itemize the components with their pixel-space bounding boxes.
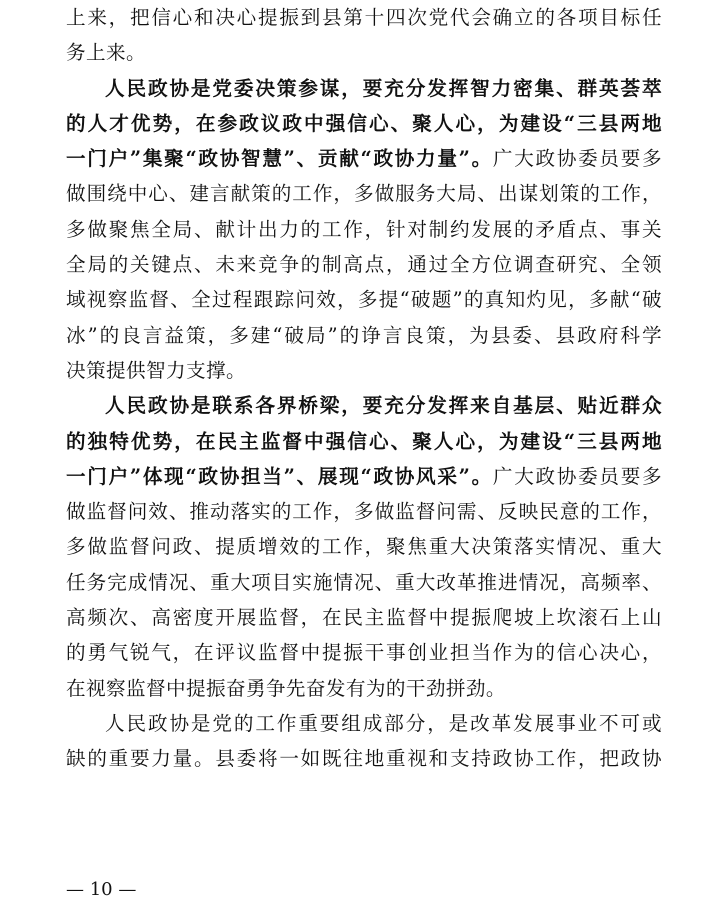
- bold-text-run: 的独特优势，在民主监督中强信心、聚人心，为建设“三县两地: [66, 429, 662, 453]
- text-line: [66, 494, 662, 529]
- text-run: 任务完成情况、重大项目实施情况、重大改革推进情况，高频率、: [66, 570, 662, 594]
- text-run: 多做聚焦全局、献计出力的工作，针对制约发展的矛盾点、事关: [66, 217, 662, 241]
- bold-text-run: 人民政协是党委决策参谋，要充分发挥智力密集、群英荟萃: [105, 76, 662, 100]
- text-run: 决策提供智力支撑。: [66, 358, 246, 382]
- text-run: 在视察监督中提振奋勇争先奋发有为的干劲拼劲。: [66, 676, 506, 700]
- bold-text-run: 人民政协是联系各界桥梁，要充分发挥来自基层、贴近群众: [105, 394, 662, 418]
- text-line: [66, 247, 662, 282]
- text-line: [66, 35, 662, 70]
- bold-text-run: 一门户”体现“政协担当”、展现“政协风采”。: [66, 464, 493, 488]
- text-line: [66, 741, 662, 776]
- text-run: 域视察监督、全过程跟踪问效，多提“破题”的真知灼见，多献“破: [66, 288, 662, 312]
- text-run: 多做监督问政、提质增效的工作，聚焦重大决策落实情况、重大: [66, 535, 662, 559]
- text-run: 做围绕中心、建言献策的工作，多做服务大局、出谋划策的工作，: [66, 182, 662, 206]
- text-run: 全局的关键点、未来竞争的制高点，通过全方位调查研究、全领: [66, 253, 662, 277]
- text-line: [66, 671, 662, 706]
- text-run: 高频次、高密度开展监督，在民主监督中提振爬坡上坎滚石上山: [66, 606, 662, 630]
- text-line: [66, 106, 662, 141]
- text-line: [66, 212, 662, 247]
- paragraph: [66, 388, 662, 706]
- body-text: [66, 0, 662, 777]
- text-run: 缺的重要力量。县委将一如既往地重视和支持政协工作，把政协: [66, 747, 662, 771]
- text-line: [66, 176, 662, 211]
- text-line: [66, 459, 662, 494]
- text-line: [66, 424, 662, 459]
- text-line: [66, 529, 662, 564]
- text-run: 广大政协委员要多: [492, 147, 662, 171]
- text-run: 冰”的良言益策，多建“破局”的诤言良策，为县委、县政府科学: [66, 323, 662, 347]
- text-line: [66, 318, 662, 353]
- text-line: [66, 282, 662, 317]
- text-line: [66, 388, 662, 423]
- text-run: 上来，把信心和决心提振到县第十四次党代会确立的各项目标任: [66, 6, 662, 29]
- text-line: [66, 141, 662, 176]
- text-line: [66, 0, 662, 35]
- paragraph: [66, 0, 662, 71]
- text-line: [66, 353, 662, 388]
- paragraph: [66, 71, 662, 389]
- text-line: [66, 71, 662, 106]
- text-line: [66, 706, 662, 741]
- text-line: [66, 565, 662, 600]
- text-line: [66, 600, 662, 635]
- text-run: 的勇气锐气，在评议监督中提振干事创业担当作为的信心决心，: [66, 641, 662, 665]
- bold-text-run: 的人才优势，在参政议政中强信心、聚人心，为建设“三县两地: [66, 111, 662, 135]
- text-run: 广大政协委员要多: [492, 464, 662, 488]
- bold-text-run: 一门户”集聚“政协智慧”、贡献“政协力量”。: [66, 147, 493, 171]
- text-run: 做监督问效、推动落实的工作，多做监督问需、反映民意的工作，: [66, 500, 662, 524]
- page-number: — 10 —: [66, 879, 137, 900]
- text-run: 人民政协是党的工作重要组成部分，是改革发展事业不可或: [105, 711, 662, 735]
- paragraph: [66, 706, 662, 777]
- text-run: 务上来。: [66, 41, 146, 65]
- text-line: [66, 635, 662, 670]
